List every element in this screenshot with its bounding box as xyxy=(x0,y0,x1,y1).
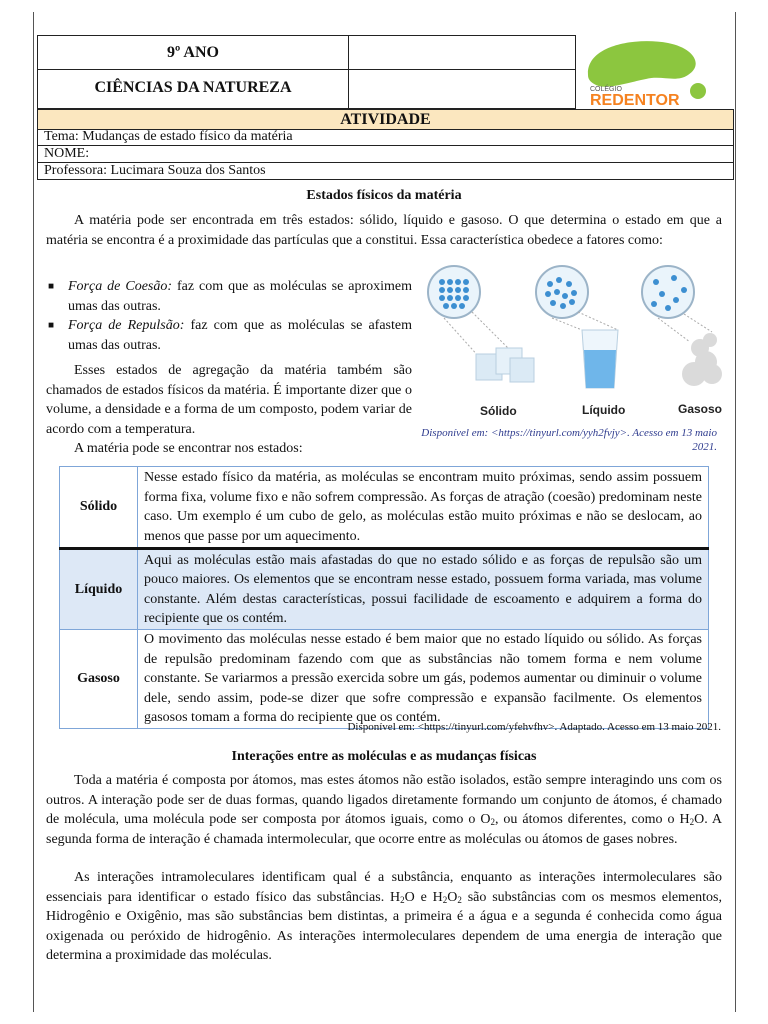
bullet-term: Força de Coesão: xyxy=(68,279,173,294)
states-of-matter-figure xyxy=(422,262,722,422)
aggregation-paragraph: Esses estados de agregação da matéria também são chamados de estados físicos da matéria. É importante dizer que o volume, a densidade e a forma de um composto, podem variar de acordo com a temperatura. xyxy=(46,363,412,437)
table-source: Disponível em: <https://tinyurl.com/yfehvfhv>. Adaptado. Acesso em 13 maio 2021. xyxy=(347,721,721,733)
table-row xyxy=(60,549,709,630)
table-row xyxy=(60,467,709,549)
header-blank-cell xyxy=(347,35,576,70)
section-title: Estados físicos da matéria xyxy=(306,188,462,203)
table-row xyxy=(60,630,709,729)
state-description: O movimento das moléculas nesse estado é bem maior que no estado líquido ou sólido. As forças de repulsão predominam fazendo com que as substâncias não tomem forma e nem volume constante. Se variarmos a pressão exercida sobre um gás, podemos aumentar ou diminuir o volume dele, sendo assim, pode-se dizer que sofre compressão e expansão facilmente. Os elementos gasosos tomam a forma do recipiente que os contém. xyxy=(138,630,709,729)
state-name: Líquido xyxy=(60,549,138,630)
logo-name-text: REDENTOR xyxy=(590,92,680,109)
states-table xyxy=(59,466,709,729)
header-blank-cell xyxy=(347,68,576,109)
bullet-term: Força de Repulsão: xyxy=(68,318,185,333)
bullet-text: faz com que as moléculas se aproximem umas das outras. xyxy=(68,279,412,314)
bullet-square-icon: ■ xyxy=(48,281,55,292)
page-border-right xyxy=(735,12,736,1012)
bullet-cohesion xyxy=(48,277,412,316)
bullet-square-icon: ■ xyxy=(48,320,55,331)
activity-banner: ATIVIDADE xyxy=(37,109,734,130)
state-description: Aqui as moléculas estão mais afastadas do que no estado sólido e as forças de repulsão são um pouco maiores. Os elementos que se encontram nesse estado, possuem forma variada, mas volume constante. Além destas características, possui facilidade de escoamento e adquirem a forma do recipiente que os contém. xyxy=(138,549,709,630)
grade-cell: 9º ANO xyxy=(37,35,349,70)
figure-label-liquid: Líquido xyxy=(582,403,626,417)
page-border-left xyxy=(33,12,34,1012)
section-title: Interações entre as moléculas e as mudanças físicas xyxy=(231,749,537,764)
state-name: Sólido xyxy=(60,467,138,549)
logo-small-text: COLÉGIO xyxy=(590,86,622,93)
school-logo xyxy=(576,35,732,109)
bullet-repulsion xyxy=(48,316,412,355)
intro-paragraph: A matéria pode ser encontrada em três estados: sólido, líquido e gasoso. O que determina o estado em que a matéria se encontra é a proximidade das partículas que a constitui. Essa característica obedece a fatores como: xyxy=(46,213,722,248)
teacher-row: Professora: Lucimara Souza dos Santos xyxy=(37,163,734,180)
figure-caption: Disponível em: <https://tinyurl.com/yyh2fvjy>. Acesso em 13 maio 2021. xyxy=(421,427,717,453)
bullet-text: faz com que as moléculas se afastem umas das outras. xyxy=(68,318,412,353)
states-lead-paragraph: A matéria pode se encontrar nos estados: xyxy=(74,441,303,456)
figure-label-gas: Gasoso xyxy=(678,402,723,416)
state-name: Gasoso xyxy=(60,630,138,729)
theme-row: Tema: Mudanças de estado físico da matéria xyxy=(37,129,734,146)
interactions-paragraph-2: As interações intramoleculares identificam qual é a substância, enquanto as interações intermoleculares são essenciais para identificar o estado físico das substâncias. $H_2O$ e $H_2O_2$ são substâncias com os mesmos elementos, Hidrogênio e Oxigênio, mas são substâncias bem distintas, a primeira é a água e a segunda é conhecida como água oxigenada ou peróxido de hidrogênio. As interações intermoleculares dependem de uma energia de interação que determina a proximidade das moléculas. xyxy=(46,870,722,963)
state-description: Nesse estado físico da matéria, as moléculas se encontram muito próximas, sendo assim possuem forma fixa, volume fixo e não sofrem compressão. As forças de atração (coesão) predominam neste caso. Um exemplo é um cubo de gelo, as moléculas estão muito próximas e não se deslocam, ao menos que passe por um aquecimento. xyxy=(138,467,709,549)
interactions-paragraph-1: Toda a matéria é composta por átomos, mas estes átomos não estão isolados, estão sempre interagindo uns com os outros. A interação pode ser de duas formas, quando ligados diretamente formando um conjunto de átomos, é chamado de molécula, uma molécula pode ser composta por átomos iguais, como o $O_2$, ou átomos diferentes, como o $H_2O$. A segunda forma de interação é chamada intermolecular, que ocorre entre as moléculas ou átomos de gases nobres. xyxy=(46,773,723,847)
name-row: NOME: xyxy=(37,146,734,163)
figure-label-solid: Sólido xyxy=(480,404,517,418)
subject-cell: CIÊNCIAS DA NATUREZA xyxy=(37,68,349,109)
